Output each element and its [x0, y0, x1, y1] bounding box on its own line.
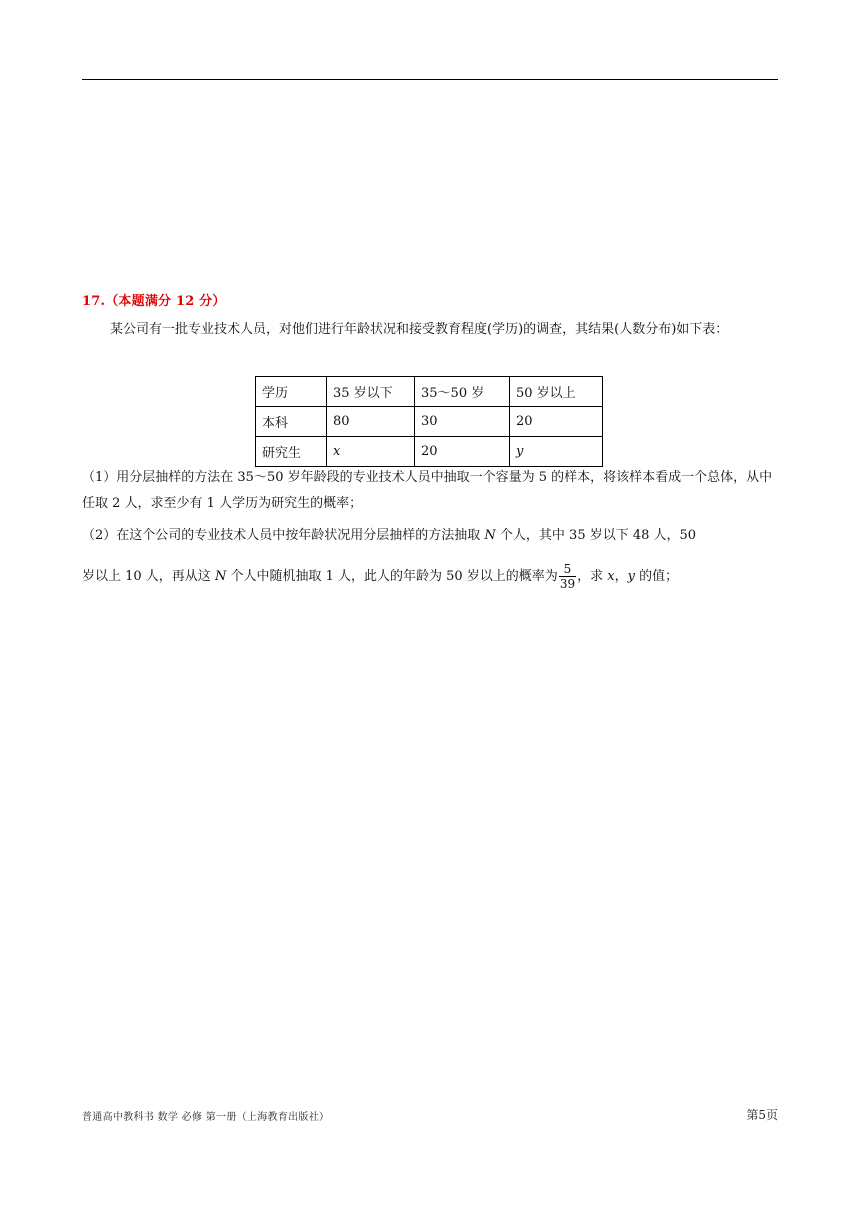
- part2-text: 的值；: [634, 569, 679, 584]
- variable-n: N: [484, 528, 496, 543]
- fraction-denominator: 39: [559, 577, 576, 591]
- variable-y: y: [627, 569, 635, 584]
- table-header-cell: 学历: [256, 377, 327, 407]
- table-cell: 研究生: [256, 437, 327, 467]
- table-cell: 30: [415, 407, 510, 437]
- data-table: [255, 376, 603, 467]
- variable-x: x: [607, 569, 615, 584]
- part2-text: 岁以上 10 人，再从这: [82, 569, 215, 584]
- probability-fraction: [559, 562, 576, 591]
- footer-book-title: 普通高中教科书 数学 必修 第一册（上海教育出版社）: [82, 1112, 330, 1123]
- part2-text: ，求: [577, 569, 608, 584]
- question-part-2-line-1: [82, 523, 696, 549]
- part2-text: 个人，其中 35 岁以下 48 人，50: [495, 528, 697, 543]
- question-part-2-line-2: [82, 562, 678, 591]
- table-header-cell: 35 岁以下: [327, 377, 415, 407]
- table-cell: 80: [327, 407, 415, 437]
- table-header-cell: 35～50 岁: [415, 377, 510, 407]
- question-part-1: （1）用分层抽样的方法在 35～50 岁年龄段的专业技术人员中抽取一个容量为 5 的样本，将该样本看成一个总体，从中任取 2 人，求至少有 1 人学历为研究生的概率；: [82, 470, 773, 511]
- table-row: [256, 407, 603, 437]
- part2-text: ，: [614, 569, 628, 584]
- table-header-cell: 50 岁以上: [510, 377, 603, 407]
- table-cell: 本科: [256, 407, 327, 437]
- table-row: [256, 437, 603, 467]
- header-rule: [82, 79, 778, 80]
- table-header-row: [256, 377, 603, 407]
- part2-text: （2）在这个公司的专业技术人员中按年龄状况用分层抽样的方法抽取: [82, 528, 485, 543]
- page-number: 第5页: [746, 1108, 778, 1122]
- variable-n: N: [214, 569, 227, 584]
- question-intro: 某公司有一批专业技术人员，对他们进行年龄状况和接受教育程度(学历)的调查，其结果(人数分布)如下表：: [110, 322, 729, 337]
- fraction-numerator: 5: [559, 562, 576, 577]
- table-cell: 20: [415, 437, 510, 467]
- table-cell: y: [510, 437, 603, 467]
- table-cell: x: [327, 437, 415, 467]
- part2-text: 个人中随机抽取 1 人，此人的年龄为 50 岁以上的概率为: [226, 569, 558, 584]
- question-title: 17.（本题满分 12 分）: [82, 294, 226, 309]
- table-cell: 20: [510, 407, 603, 437]
